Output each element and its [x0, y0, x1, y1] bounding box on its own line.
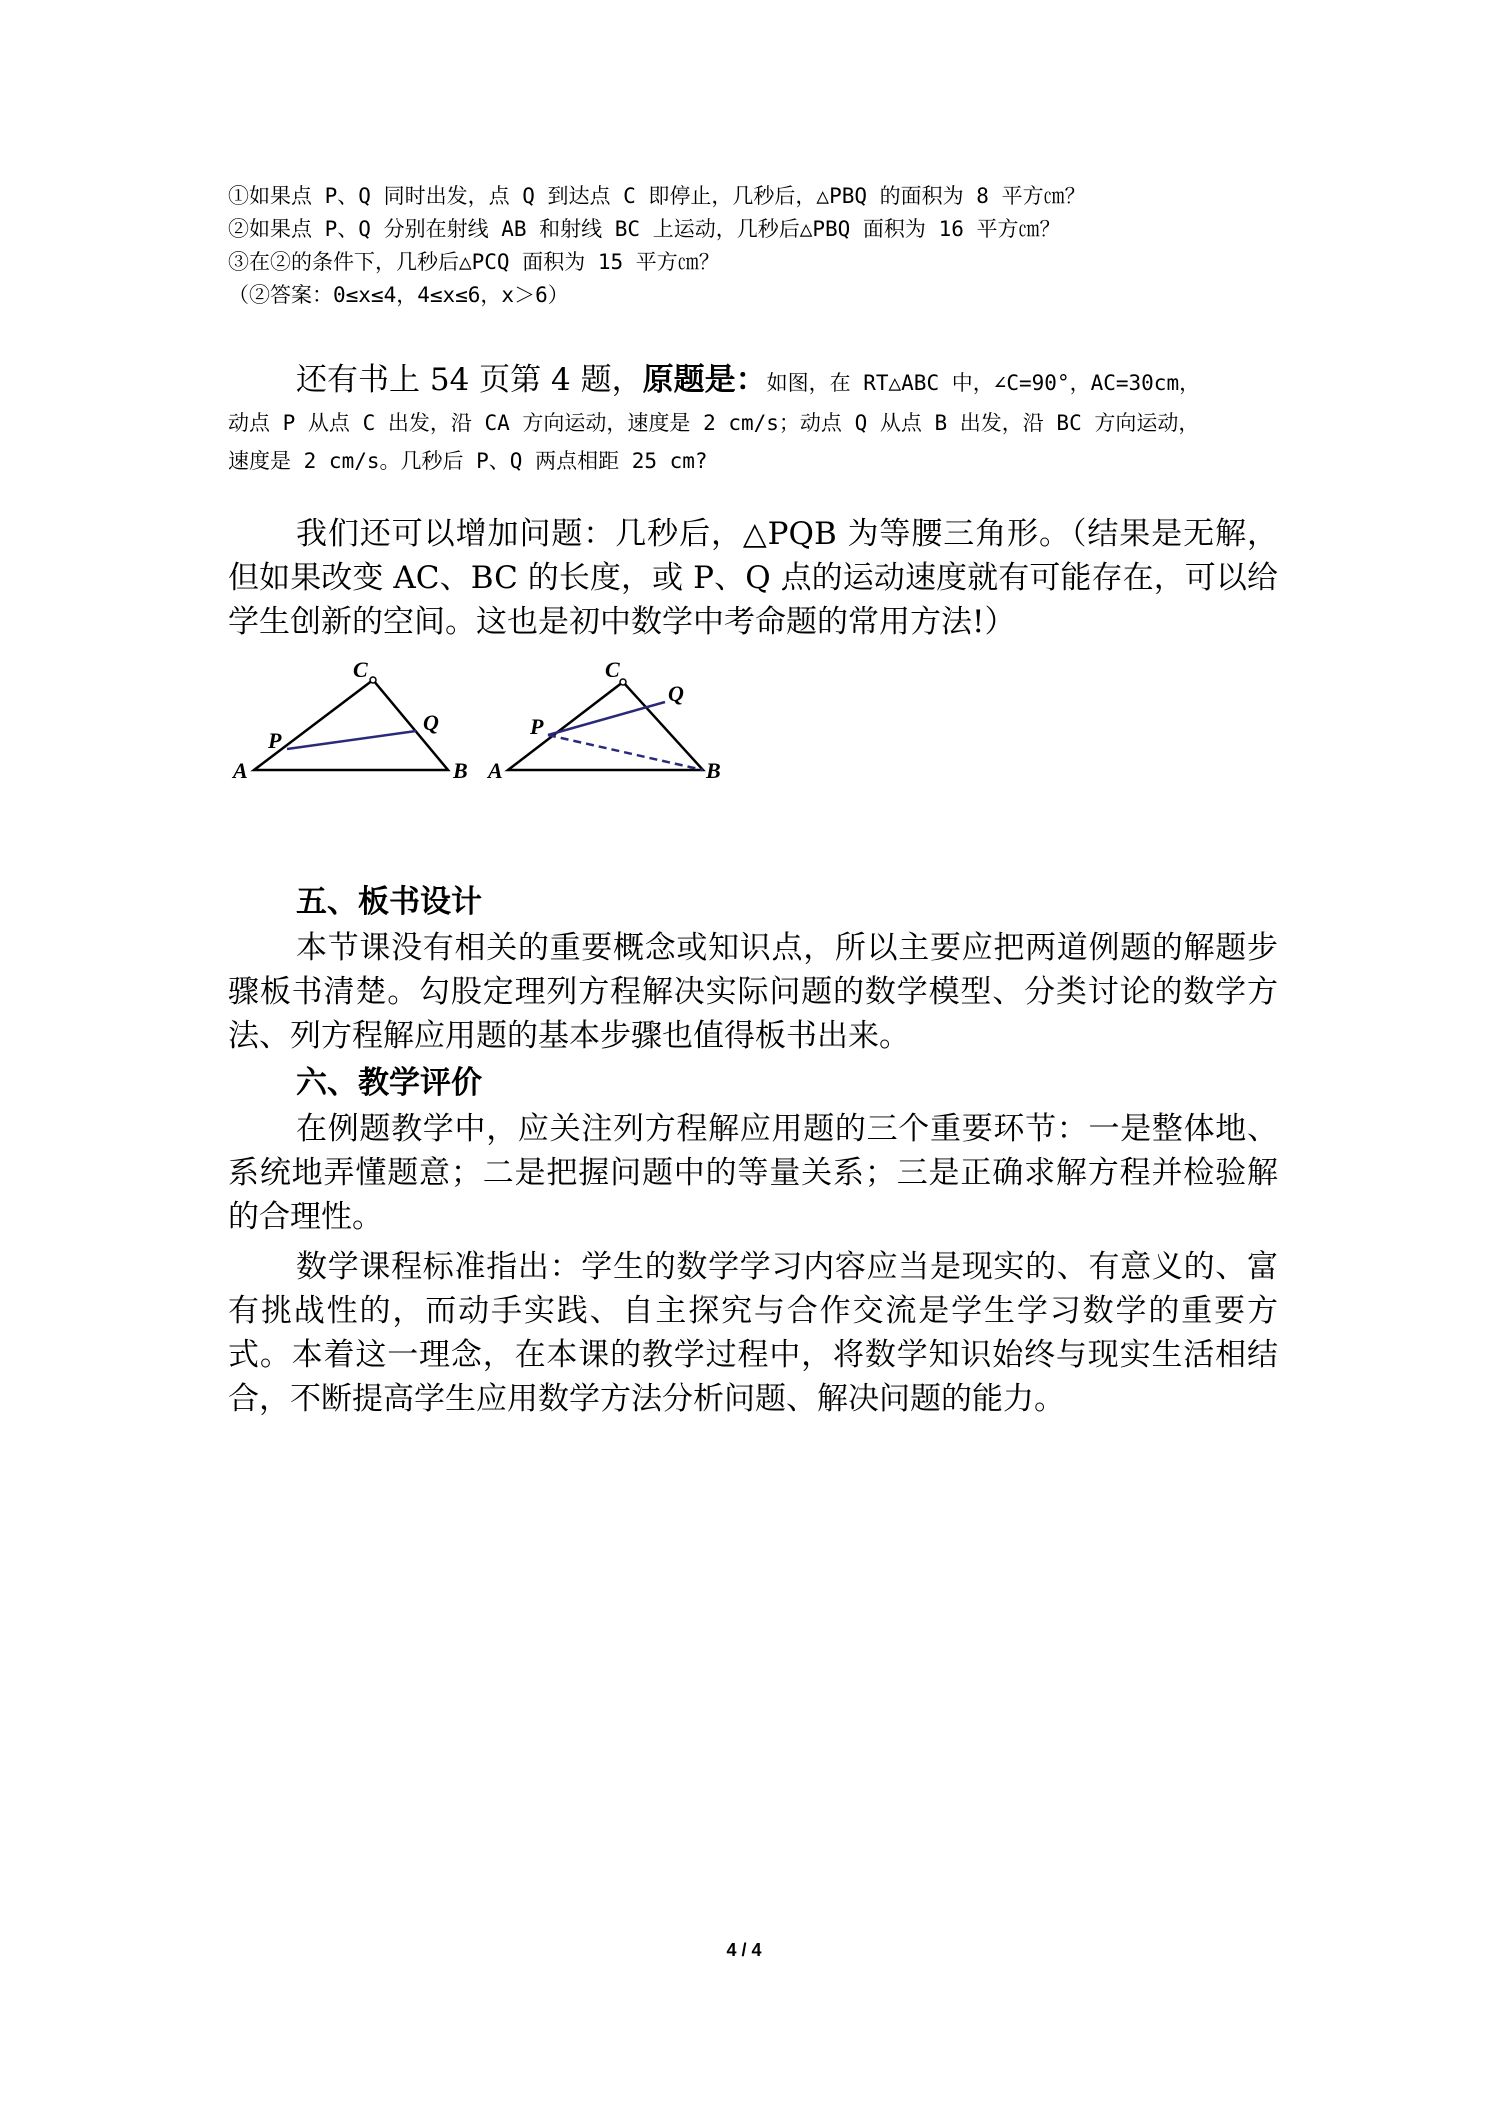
- triangle-abc-left: [254, 680, 448, 770]
- section-5-text: 本节课没有相关的重要概念或知识点，所以主要应把两道例题的解题步骤板书清楚。勾股定理列方程解决实际问题的数学模型、分类讨论的数学方法、列方程解应用题的基本步骤也值得板书出来。: [228, 930, 1278, 1054]
- label-a-left: A: [233, 758, 248, 783]
- segment-pq-left: [287, 731, 416, 749]
- problem-answer: （②答案：0≤x≤4，4≤x≤6，x＞6）: [228, 283, 569, 307]
- label-p-left: P: [268, 728, 282, 753]
- section-6-heading: 六、教学评价: [296, 1065, 482, 1101]
- page-number: 4 / 4: [726, 1940, 762, 1960]
- section-6-paragraph-1: [228, 1107, 1278, 1239]
- extra-question-paragraph: [228, 512, 1278, 644]
- label-q-left: Q: [423, 710, 439, 735]
- label-p-right: P: [530, 714, 544, 739]
- book-problem-line-2: 动点 P 从点 C 出发，沿 CA 方向运动，速度是 2 cm/s；动点 Q 从点 B 出发，沿 BC 方向运动，: [228, 411, 1200, 435]
- section-6-text-2: 数学课程标准指出：学生的数学学习内容应当是现实的、有意义的、富有挑战性的，而动手实践、自主探究与合作交流是学生学习数学的重要方式。本着这一理念，在本课的教学过程中，将数学知识始终与现实生活相结合，不断提高学生应用数学方法分析问题、解决问题的能力。: [228, 1249, 1278, 1417]
- label-a-right: A: [488, 758, 503, 783]
- triangle-figure-left: [231, 660, 468, 783]
- label-c-right: C: [605, 660, 620, 682]
- problem-item-2: ②如果点 P、Q 分别在射线 AB 和射线 BC 上运动，几秒后△PBQ 面积为 16 平方㎝？: [228, 217, 1061, 241]
- book-problem-line-1: [228, 356, 1278, 404]
- book-problem-line-3: 速度是 2 cm/s。几秒后 P、Q 两点相距 25 cm?: [228, 449, 708, 473]
- vertex-c-dot-left: [370, 677, 376, 683]
- label-b-right: B: [706, 758, 721, 783]
- triangle-figure-right: [486, 660, 721, 783]
- extra-question-text: 我们还可以增加问题：几秒后，△PQB 为等腰三角形。（结果是无解，但如果改变 AC、BC 的长度，或 P、Q 点的运动速度就有可能存在，可以给学生创新的空间。这也是初中数学中考命题的常用方法!）: [228, 516, 1278, 640]
- section-5-paragraph: [228, 926, 1278, 1058]
- segment-pq-right: [548, 702, 665, 735]
- label-b-left: B: [453, 758, 468, 783]
- section-5-heading: 五、板书设计: [296, 884, 482, 920]
- problem-item-1: ①如果点 P、Q 同时出发，点 Q 到达点 C 即停止，几秒后，△PBQ 的面积为 8 平方㎝？: [228, 184, 1086, 208]
- book-lead: 还有书上 54 页第 4 题，: [296, 362, 643, 398]
- section-6-text-1: 在例题教学中，应关注列方程解应用题的三个重要环节：一是整体地、系统地弄懂题意；二是把握问题中的等量关系；三是正确求解方程并检验解的合理性。: [228, 1111, 1278, 1235]
- label-q-right: Q: [668, 681, 684, 706]
- book-line1-rest: 如图，在 RT△ABC 中，∠C=90°，AC=30cm，: [766, 371, 1201, 395]
- problem-list: [228, 180, 1278, 312]
- section-6-paragraph-2: [228, 1245, 1278, 1421]
- problem-item-3: ③在②的条件下，几秒后△PCQ 面积为 15 平方㎝？: [228, 250, 720, 274]
- book-problem: [228, 356, 1278, 480]
- book-bold-label: 原题是：: [642, 362, 767, 398]
- vertex-c-dot-right: [620, 679, 626, 685]
- triangle-figures: [228, 660, 748, 790]
- segment-pb-dashed: [548, 735, 703, 770]
- label-c-left: C: [353, 660, 368, 682]
